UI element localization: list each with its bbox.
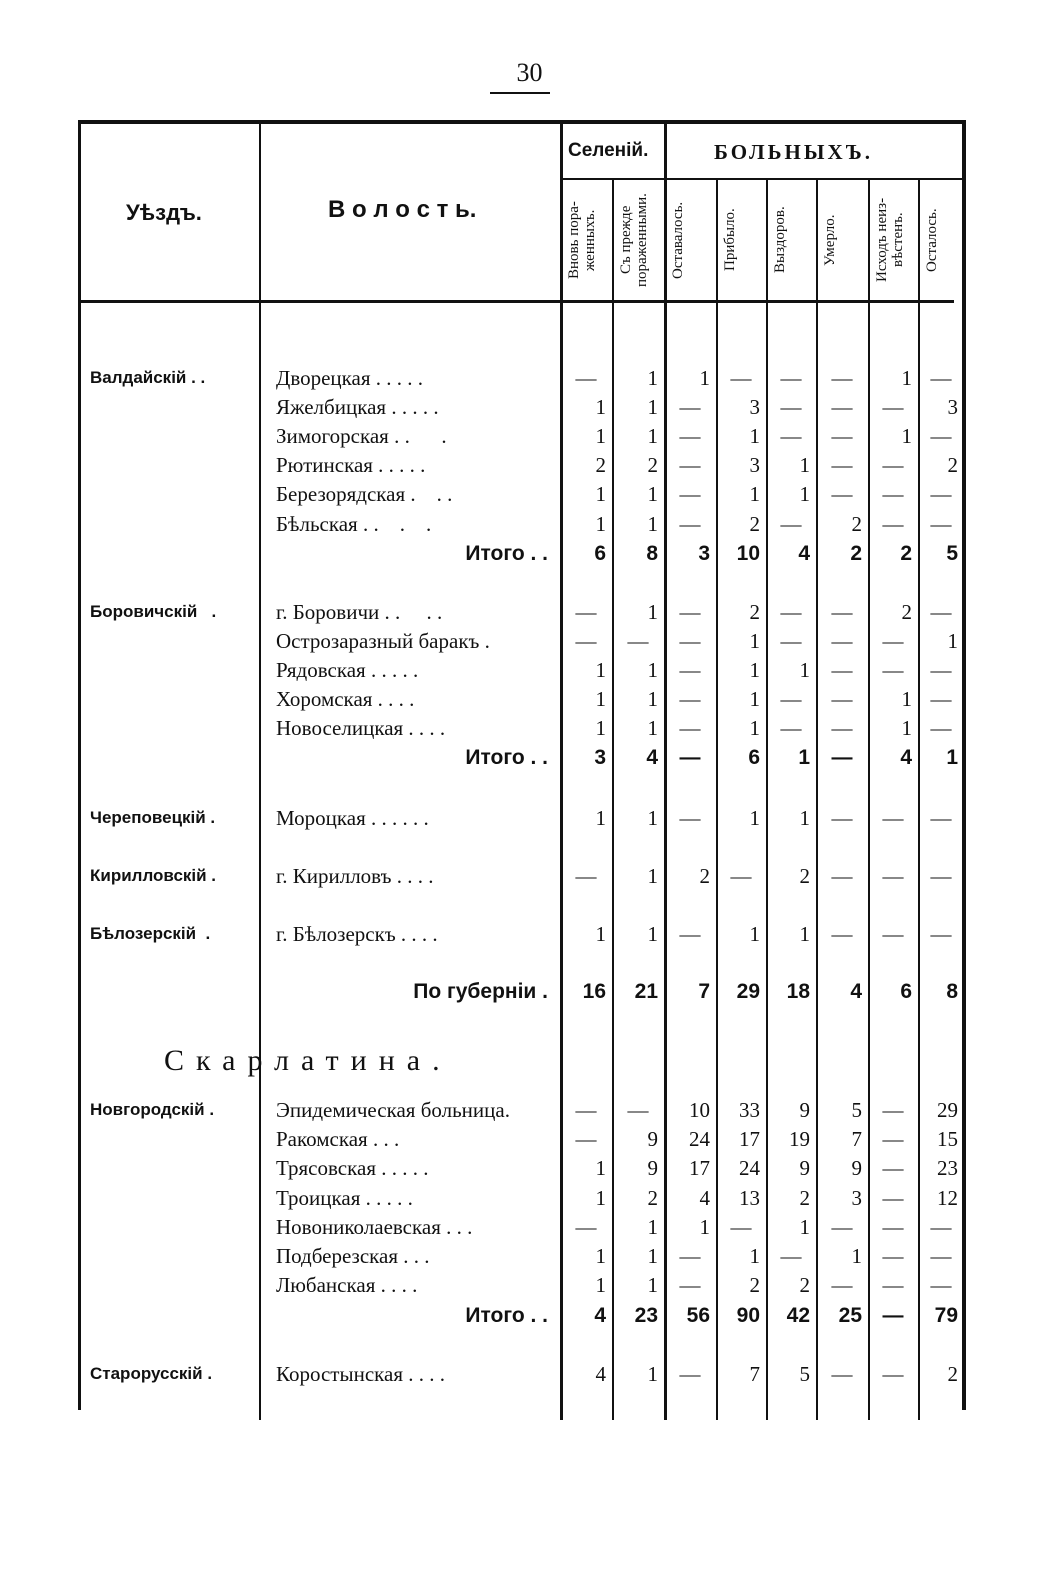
left-border [78, 120, 81, 1410]
volost-name: Новониколаевская . . . [276, 1215, 473, 1239]
value-cell: 1 [647, 600, 658, 624]
value-cell: — [575, 366, 597, 390]
value-cell: — [679, 1244, 701, 1268]
value-cell: 2 [647, 453, 658, 477]
volost-name: г. Бѣлозерскъ . . . . [276, 922, 438, 946]
value-cell: — [930, 687, 952, 711]
value-cell: — [831, 395, 853, 419]
volost-name: Острозаразный баракъ . [276, 629, 490, 653]
value-cell: 4 [900, 746, 912, 769]
value-cell: — [679, 629, 701, 653]
value-cell: 1 [749, 658, 760, 682]
value-cell: 25 [838, 1304, 862, 1327]
value-cell: — [930, 922, 952, 946]
value-cell: 3 [594, 746, 606, 769]
value-cell: — [679, 806, 701, 830]
value-cell: 16 [582, 980, 606, 1003]
value-cell: — [575, 1127, 597, 1151]
value-cell: — [575, 600, 597, 624]
value-cell: 1 [749, 922, 760, 946]
value-cell: — [575, 1098, 597, 1122]
volost-name: г. Боровичи . . . . [276, 600, 443, 624]
value-cell: — [831, 687, 853, 711]
value-cell: — [882, 1273, 904, 1297]
value-cell: 4 [594, 1304, 606, 1327]
value-cell: 1 [595, 1244, 606, 1268]
volost-name: Ракомская . . . [276, 1127, 400, 1151]
value-cell: 1 [595, 658, 606, 682]
value-cell: 1 [647, 716, 658, 740]
uezd-name: Боровичскій . [90, 602, 217, 621]
value-cell: 1 [798, 746, 810, 769]
value-cell: 7 [749, 1362, 760, 1386]
value-cell: — [679, 600, 701, 624]
value-cell: 1 [595, 922, 606, 946]
value-cell: 1 [647, 512, 658, 536]
value-cell: 1 [699, 366, 710, 390]
header-bottom-rule [78, 300, 954, 303]
value-cell: — [780, 424, 802, 448]
value-cell: 17 [739, 1127, 760, 1151]
value-cell: 1 [799, 453, 810, 477]
value-cell: — [882, 1156, 904, 1180]
page-number: 30 [516, 58, 543, 87]
volost-name: Хоромская . . . . [276, 687, 415, 711]
value-cell: 2 [947, 453, 958, 477]
value-cell: — [831, 1362, 853, 1386]
value-cell: — [831, 366, 853, 390]
value-cell: — [780, 1244, 802, 1268]
value-cell: — [882, 864, 904, 888]
value-cell: — [780, 395, 802, 419]
value-cell: 29 [736, 980, 760, 1003]
volost-name: Трясовская . . . . . [276, 1156, 429, 1180]
volost-name: г. Кирилловъ . . . . [276, 864, 434, 888]
value-cell: — [930, 716, 952, 740]
header-uezd: Уѣздъ. [126, 200, 202, 225]
volost-name: Мороцкая . . . . . . [276, 806, 429, 830]
value-cell: 23 [937, 1156, 958, 1180]
value-cell: 1 [647, 1362, 658, 1386]
value-cell: — [679, 453, 701, 477]
value-cell: — [882, 453, 904, 477]
value-cell: 2 [595, 453, 606, 477]
value-cell: — [679, 512, 701, 536]
value-cell: 1 [595, 482, 606, 506]
volost-name: Бѣльская . . . . [276, 512, 432, 536]
volost-name: Березорядская . . . [276, 482, 453, 506]
value-cell: 2 [647, 1186, 658, 1210]
column-header: Осталось. [924, 208, 940, 272]
volost-name: Коростынская . . . . [276, 1362, 446, 1386]
value-cell: — [930, 806, 952, 830]
value-cell: — [882, 1304, 904, 1327]
value-cell: 1 [946, 746, 958, 769]
volost-name: Рядовская . . . . . [276, 658, 419, 682]
value-cell: — [831, 806, 853, 830]
value-cell: 1 [595, 512, 606, 536]
value-cell: — [882, 512, 904, 536]
value-cell: 1 [647, 1244, 658, 1268]
value-cell: — [679, 1362, 701, 1386]
value-cell: — [831, 482, 853, 506]
value-cell: — [627, 629, 649, 653]
value-cell: 24 [739, 1156, 760, 1180]
value-cell: — [831, 629, 853, 653]
value-cell: 1 [595, 424, 606, 448]
value-cell: — [882, 1098, 904, 1122]
value-cell: — [730, 366, 752, 390]
volost-name: Яжелбицкая . . . . . [276, 395, 439, 419]
top-rule [78, 120, 966, 124]
value-cell: — [831, 864, 853, 888]
value-cell: 2 [900, 542, 912, 565]
value-cell: — [679, 424, 701, 448]
value-cell: 9 [799, 1156, 810, 1180]
column-header: Съ прежде пораженными. [618, 193, 650, 287]
value-cell: — [882, 1244, 904, 1268]
column-header: Прибыло. [722, 208, 738, 272]
value-cell: 1 [647, 922, 658, 946]
value-cell: 24 [689, 1127, 710, 1151]
group-header-rule [560, 178, 962, 180]
value-cell: 90 [736, 1304, 760, 1327]
value-cell: 2 [799, 864, 810, 888]
value-cell: 2 [947, 1362, 958, 1386]
value-cell: 1 [901, 716, 912, 740]
uezd-name: Бѣлозерскій . [90, 924, 211, 943]
value-cell: 6 [900, 980, 912, 1003]
value-cell: 1 [647, 424, 658, 448]
value-cell: 1 [595, 1273, 606, 1297]
value-cell: 1 [647, 687, 658, 711]
value-cell: 5 [946, 542, 958, 565]
column-header: Исходъ неиз- вѣстенъ. [874, 197, 906, 283]
value-cell: — [831, 424, 853, 448]
value-cell: 1 [647, 395, 658, 419]
value-cell: — [679, 658, 701, 682]
value-cell: 2 [799, 1273, 810, 1297]
value-cell: 1 [749, 1244, 760, 1268]
value-cell: 1 [799, 1215, 810, 1239]
value-cell: — [679, 395, 701, 419]
value-cell: — [882, 482, 904, 506]
value-cell: — [780, 716, 802, 740]
value-cell: 1 [647, 806, 658, 830]
value-cell: 8 [946, 980, 958, 1003]
value-cell: — [882, 922, 904, 946]
section-title-scarlatina: Скарлатина. [164, 1044, 452, 1077]
value-cell: 10 [736, 542, 760, 565]
uezd-name: Старорусскій . [90, 1364, 213, 1383]
page-number-rule [490, 92, 550, 94]
uezd-name: Валдайскій . . [90, 368, 206, 387]
value-cell: — [575, 864, 597, 888]
value-cell: 1 [799, 658, 810, 682]
value-cell: — [679, 482, 701, 506]
value-cell: 1 [799, 806, 810, 830]
volost-name: Дворецкая . . . . . [276, 366, 424, 390]
value-cell: — [882, 806, 904, 830]
value-cell: 2 [749, 512, 760, 536]
value-cell: 1 [749, 716, 760, 740]
value-cell: 15 [937, 1127, 958, 1151]
value-cell: 2 [851, 512, 862, 536]
value-cell: — [882, 629, 904, 653]
value-cell: — [679, 746, 701, 769]
value-cell: 1 [901, 687, 912, 711]
value-cell: 9 [851, 1156, 862, 1180]
value-cell: — [780, 600, 802, 624]
value-cell: — [831, 716, 853, 740]
value-cell: 1 [901, 424, 912, 448]
value-cell: 1 [749, 629, 760, 653]
value-cell: 2 [749, 1273, 760, 1297]
value-cell: — [831, 922, 853, 946]
value-cell: 9 [647, 1156, 658, 1180]
value-cell: — [679, 716, 701, 740]
header-volost: В о л о с т ь. [328, 196, 477, 223]
value-cell: 7 [851, 1127, 862, 1151]
column-header: Умерло. [822, 214, 838, 266]
value-cell: — [882, 1362, 904, 1386]
value-cell: 1 [595, 806, 606, 830]
uezd-name: Череповецкій . [90, 808, 216, 827]
total-label: Итого . . [465, 1304, 548, 1327]
column-header: Вновь пора- женныхъ. [566, 201, 598, 279]
value-cell: — [930, 1215, 952, 1239]
value-cell: 10 [689, 1098, 710, 1122]
value-cell: — [882, 1186, 904, 1210]
value-cell: 13 [739, 1186, 760, 1210]
value-cell: 1 [647, 864, 658, 888]
statistics-table [78, 120, 966, 1420]
value-cell: 5 [799, 1362, 810, 1386]
value-cell: 1 [647, 658, 658, 682]
value-cell: — [882, 1215, 904, 1239]
value-cell: 21 [634, 980, 658, 1003]
value-cell: — [930, 864, 952, 888]
value-cell: 2 [850, 542, 862, 565]
value-cell: 4 [699, 1186, 710, 1210]
value-cell: — [882, 395, 904, 419]
value-cell: 42 [786, 1304, 810, 1327]
value-cell: — [882, 1127, 904, 1151]
value-cell: 1 [799, 482, 810, 506]
volost-name: Рютинская . . . . . [276, 453, 426, 477]
uezd-name: Новгородскій . [90, 1100, 215, 1119]
value-cell: 2 [749, 600, 760, 624]
value-cell: 1 [647, 1215, 658, 1239]
value-cell: 4 [595, 1362, 606, 1386]
value-cell: 19 [789, 1127, 810, 1151]
value-cell: 1 [595, 395, 606, 419]
volost-name: Троицкая . . . . . [276, 1186, 413, 1210]
value-cell: 3 [749, 453, 760, 477]
value-cell: 4 [798, 542, 810, 565]
value-cell: 18 [786, 980, 810, 1003]
total-label: Итого . . [465, 542, 548, 565]
value-cell: — [831, 1273, 853, 1297]
value-cell: 3 [947, 395, 958, 419]
value-cell: — [730, 864, 752, 888]
value-cell: 29 [937, 1098, 958, 1122]
value-cell: — [831, 600, 853, 624]
volost-name: Любанская . . . . [276, 1273, 418, 1297]
value-cell: 1 [851, 1244, 862, 1268]
value-cell: 1 [699, 1215, 710, 1239]
value-cell: 3 [851, 1186, 862, 1210]
volost-name: Новоселицкая . . . . [276, 716, 446, 740]
value-cell: — [930, 512, 952, 536]
value-cell: — [679, 687, 701, 711]
value-cell: — [780, 629, 802, 653]
value-cell: 56 [686, 1304, 710, 1327]
value-cell: 12 [937, 1186, 958, 1210]
value-cell: 1 [647, 482, 658, 506]
value-cell: — [831, 453, 853, 477]
value-cell: — [575, 629, 597, 653]
value-cell: — [930, 1273, 952, 1297]
value-cell: 7 [698, 980, 710, 1003]
value-cell: 1 [749, 424, 760, 448]
total-label: По губерніи . [413, 980, 548, 1003]
value-cell: 1 [595, 716, 606, 740]
column-header: Оставалось. [670, 201, 686, 279]
value-cell: 1 [749, 806, 760, 830]
value-cell: — [730, 1215, 752, 1239]
value-cell: 5 [851, 1098, 862, 1122]
value-cell: 1 [749, 482, 760, 506]
value-cell: 1 [947, 629, 958, 653]
value-cell: 23 [634, 1304, 658, 1327]
value-cell: 9 [799, 1098, 810, 1122]
uezd-name: Кирилловскій . [90, 866, 217, 885]
value-cell: 2 [799, 1186, 810, 1210]
volost-name: Зимогорская . . . [276, 424, 447, 448]
value-cell: 1 [595, 687, 606, 711]
value-cell: 4 [646, 746, 658, 769]
value-cell: 17 [689, 1156, 710, 1180]
value-cell: 1 [595, 1156, 606, 1180]
value-cell: 1 [799, 922, 810, 946]
value-cell: 9 [647, 1127, 658, 1151]
value-cell: — [831, 658, 853, 682]
header-seleniy: Селеній. [568, 140, 649, 161]
header-bolnykh: БОЛЬНЫХЪ. [714, 140, 873, 164]
value-cell: 1 [595, 1186, 606, 1210]
value-cell: — [930, 600, 952, 624]
value-cell: 6 [594, 542, 606, 565]
value-cell: 4 [850, 980, 862, 1003]
value-cell: — [780, 687, 802, 711]
value-cell: — [831, 746, 853, 769]
value-cell: — [882, 658, 904, 682]
value-cell: — [575, 1215, 597, 1239]
value-cell: — [679, 922, 701, 946]
value-cell: — [780, 512, 802, 536]
value-cell: 3 [698, 542, 710, 565]
value-cell: — [930, 482, 952, 506]
value-cell: 2 [901, 600, 912, 624]
value-cell: — [679, 1273, 701, 1297]
volost-name: Подберезская . . . [276, 1244, 430, 1268]
value-cell: 79 [934, 1304, 958, 1327]
value-cell: 1 [647, 1273, 658, 1297]
col-divider-uezd [259, 120, 261, 1420]
value-cell: 6 [748, 746, 760, 769]
value-cell: — [930, 1244, 952, 1268]
value-cell: 33 [739, 1098, 760, 1122]
total-label: Итого . . [465, 746, 548, 769]
column-header: Выздоров. [772, 206, 788, 274]
value-cell: 3 [749, 395, 760, 419]
value-cell: 1 [749, 687, 760, 711]
value-cell: 1 [647, 366, 658, 390]
value-cell: 2 [699, 864, 710, 888]
value-cell: — [627, 1098, 649, 1122]
value-cell: — [831, 1215, 853, 1239]
value-cell: — [780, 366, 802, 390]
value-cell: 1 [901, 366, 912, 390]
volost-name: Эпидемическая больница. [276, 1098, 510, 1122]
value-cell: 8 [646, 542, 658, 565]
value-cell: — [930, 658, 952, 682]
value-cell: — [930, 424, 952, 448]
value-cell: — [930, 366, 952, 390]
